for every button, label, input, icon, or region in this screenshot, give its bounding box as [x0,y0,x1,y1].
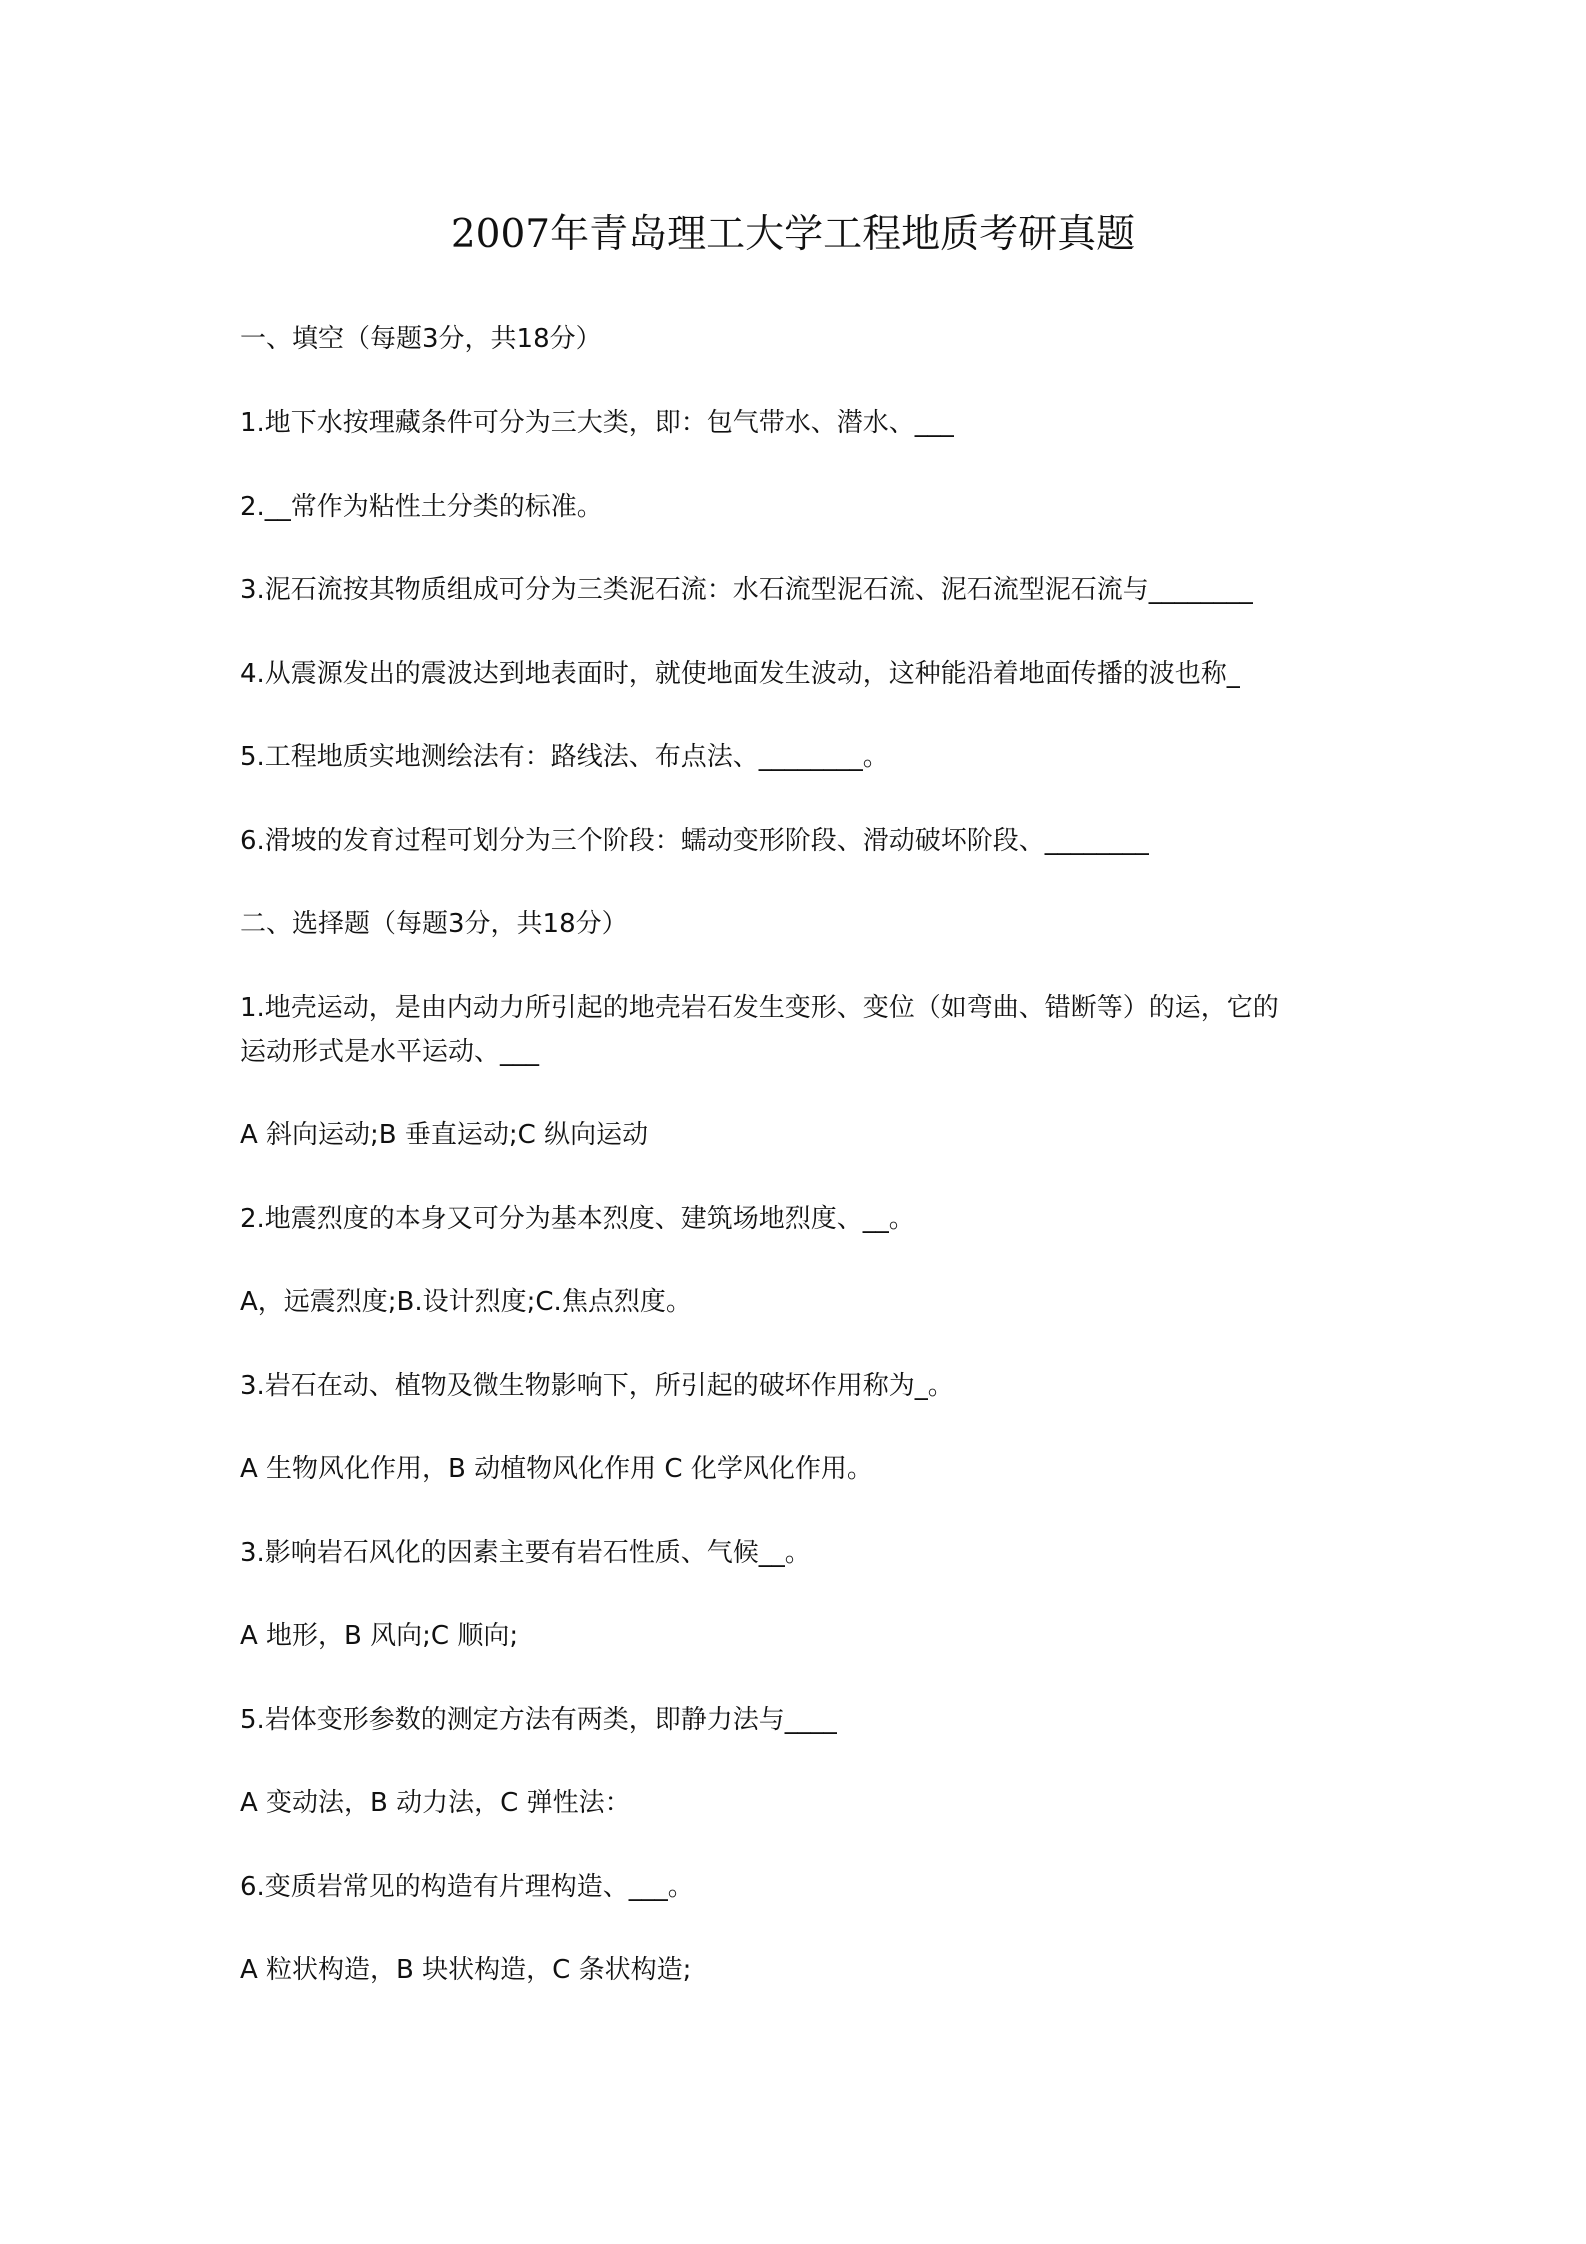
choice-question-5-options: A 变动法，B 动力法，C 弹性法： [240,1788,631,1818]
choice-question-2-options: A，远震烈度;B.设计烈度;C.焦点烈度。 [240,1287,692,1317]
fill-question-6: 6.滑坡的发育过程可划分为三个阶段：蠕动变形阶段、滑动破坏阶段、________ [240,826,1149,856]
choice-question-1-line-1: 1.地壳运动，是由内动力所引起的地壳岩石发生变形、变位（如弯曲、错断等）的运，它的 [240,993,1279,1023]
page-title: 2007年青岛理工大学工程地质考研真题 [450,212,1136,257]
choice-question-2: 2.地震烈度的本身又可分为基本烈度、建筑场地烈度、__。 [240,1204,915,1234]
choice-question-1-options: A 斜向运动;B 垂直运动;C 纵向运动 [240,1120,649,1150]
choice-question-5: 5.岩体变形参数的测定方法有两类，即静力法与____ [240,1705,837,1735]
fill-question-2: 2.__常作为粘性土分类的标准。 [240,492,603,522]
choice-question-3-options: A 生物风化作用，B 动植物风化作用 C 化学风化作用。 [240,1454,873,1484]
choice-question-4-options: A 地形，B 风向;C 顺向; [240,1621,519,1651]
section-heading-fill-in: 一、填空（每题3分，共18分） [240,324,602,354]
fill-question-3: 3.泥石流按其物质组成可分为三类泥石流：水石流型泥石流、泥石流型泥石流与________ [240,575,1253,605]
fill-question-4: 4.从震源发出的震波达到地表面时，就使地面发生波动，这种能沿着地面传播的波也称_ [240,659,1240,689]
choice-question-6: 6.变质岩常见的构造有片理构造、___。 [240,1872,694,1902]
fill-question-5: 5.工程地质实地测绘法有：路线法、布点法、________。 [240,742,889,772]
choice-question-4: 3.影响岩石风化的因素主要有岩石性质、气候__。 [240,1538,811,1568]
choice-question-1-line-2: 运动形式是水平运动、___ [240,1037,540,1067]
fill-question-1: 1.地下水按理藏条件可分为三大类，即：包气带水、潜水、___ [240,408,954,438]
choice-question-6-options: A 粒状构造，B 块状构造，C 条状构造; [240,1955,692,1985]
section-heading-choice: 二、选择题（每题3分，共18分） [240,909,628,939]
choice-question-3: 3.岩石在动、植物及微生物影响下，所引起的破坏作用称为_。 [240,1371,954,1401]
